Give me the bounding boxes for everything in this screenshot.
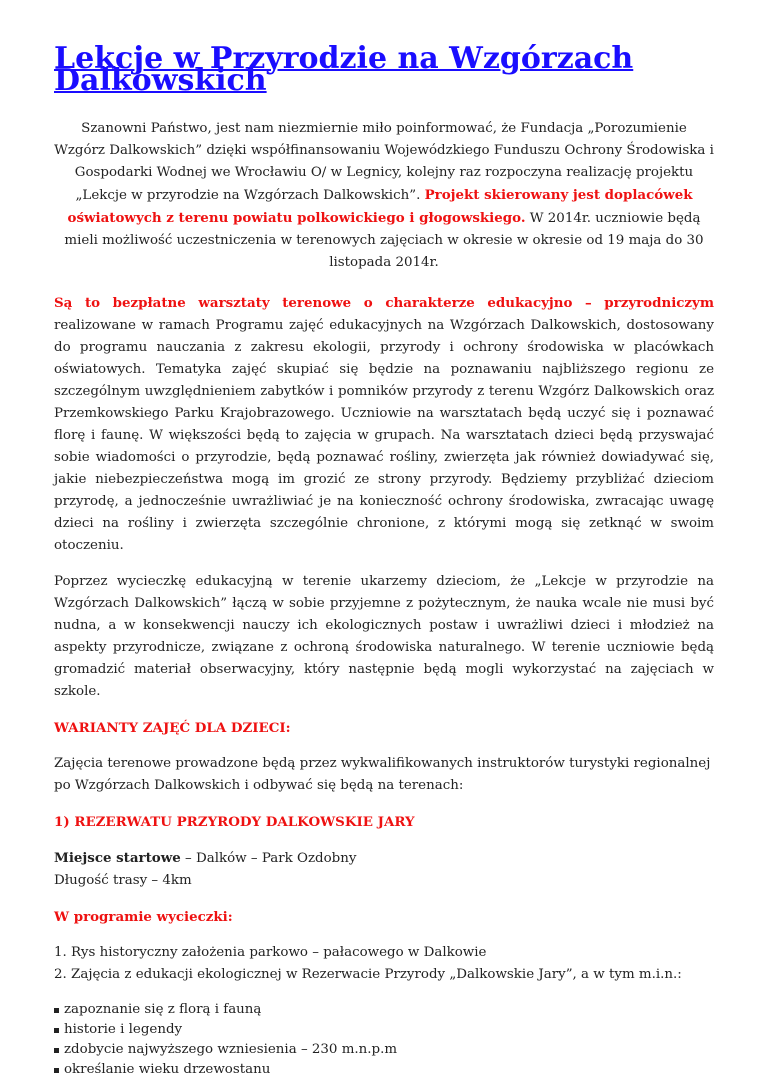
route-length: Długość trasy – 4km [54,873,192,888]
intro-paragraph [54,118,714,274]
start-label: Miejsce startowe [54,850,181,866]
bullet-item [54,1060,714,1080]
bullet-item [54,1040,714,1060]
intro-highlight: Projekt skierowany jest doplacówek oświatowych z terenu powiatu polkowickiego i głogowskiego. [67,187,693,226]
program-item: 2. Zajęcia z edukacji ekologicznej w Rezerwacie Przyrody „Dalkowskie Jary”, a w tym m.i.n.: [54,967,682,982]
bullet-text: historie i legendy [64,1022,183,1037]
trip-paragraph: Poprzez wycieczkę edukacyjną w terenie ukarzemy dzieciom, że „Lekcje w przyrodzie na Wzgórzach Dalkowskich” łączą w sobie przyjemne z pożytecznym, że nauka wcale nie musi być nudna, a w konsekwencji nauczy ich ekologicznych postaw i uwrażliwi dzieci i młodzież na aspekty przyrodnicze, związane z ochroną środowiska naturalnego. W terenie uczniowie będą gromadzić materiał obserwacyjny, który następnie będą mogli wykorzystać na zajęciach w szkole. [54,574,714,699]
document-page [54,0,714,1080]
bullet-item [54,1020,714,1040]
bullet-square-icon [54,1048,59,1053]
program-heading: W programie wycieczki: [54,909,233,925]
reserve-heading: 1) REZERWATU PRZYRODY DALKOWSKIE JARY [54,814,415,830]
variants-heading: WARIANTY ZAJĘĆ DLA DZIECI: [54,720,291,736]
activity-bullet-list [54,1000,714,1080]
workshop-text: realizowane w ramach Programu zajęć edukacyjnych na Wzgórzach Dalkowskich, dostosowany do programu nauczania z zakresu ekologii, przyrody i ochrony środowiska w placówkach oświatowych. Tematyka zajęć skupiać się będzie na poznawaniu najbliższego regionu ze szczególnym uwzględnieniem zabytków i pomników przyrody z terenu Wzgórz Dalkowskich oraz Przemkowskiego Parku Krajobrazowego. Uczniowie na warsztatach będą uczyć się i poznawać florę i faunę. W większości będą to zajęcia w grupach. Na warsztatach dzieci będą przyswajać sobie wiadomości o przyrodzie, będą poznawać rośliny, zwierzęta jak również dowiadywać się, jakie niebezpieczeństwa mogą im grozić ze strony przyrody. Będziemy przybliżać dzieciom przyrodę, a jednocześnie uwrażliwiać je na konieczność ochrony środowiska, zwracając uwagę dzieci na rośliny i zwierzęta szczególnie chronione, z którymi mogą się zetknąć w swoim otoczeniu. [54,318,714,553]
instructors-paragraph: Zajęcia terenowe prowadzone będą przez wykwalifikowanych instruktorów turystyki regionalnej po Wzgórzach Dalkowskich i odbywać się będą na terenach: [54,756,711,793]
bullet-square-icon [54,1068,59,1073]
start-line [54,847,714,870]
start-value: – Dalków – Park Ozdobny [180,851,357,866]
workshop-paragraph [54,292,714,557]
workshop-highlight: Są to bezpłatne warsztaty terenowe o charakterze edukacyjno – przyrodniczym [54,295,714,311]
bullet-text: określanie wieku drzewostanu [64,1062,271,1077]
intro-text: Szanowni Państwo, jest nam niezmiernie miło poinformować, że Fundacja „Porozumienie Wzgórz Dalkowskich” dzięki współfinansowaniu Wojewódzkiego Funduszu Ochrony Środowiska i Gospodarki Wodnej we Wrocławiu O/ w Legnicy, kolejny raz rozpoczyna realizację projektu „Lekcje w przyrodzie na Wzgórzach Dalkowskich”. [54,121,714,203]
start-info [54,847,714,892]
page-title-link[interactable]: Lekcje w Przyrodzie na Wzgórzach Dalkowskich [54,41,634,98]
program-list [54,942,714,986]
bullet-square-icon [54,1008,59,1013]
intro-text-dates: W 2014r. uczniowie będą mieli możliwość uczestniczenia w terenowych zajęciach w okresie w okresie od 19 maja do 30 listopada 2014r. [64,211,704,270]
bullet-text: zdobycie najwyższego wzniesienia – 230 m.n.p.m [64,1042,398,1057]
bullet-square-icon [54,1028,59,1033]
bullet-item [54,1000,714,1020]
bullet-text: zapoznanie się z florą i fauną [64,1002,262,1017]
program-item: 1. Rys historyczny założenia parkowo – pałacowego w Dalkowie [54,945,487,960]
